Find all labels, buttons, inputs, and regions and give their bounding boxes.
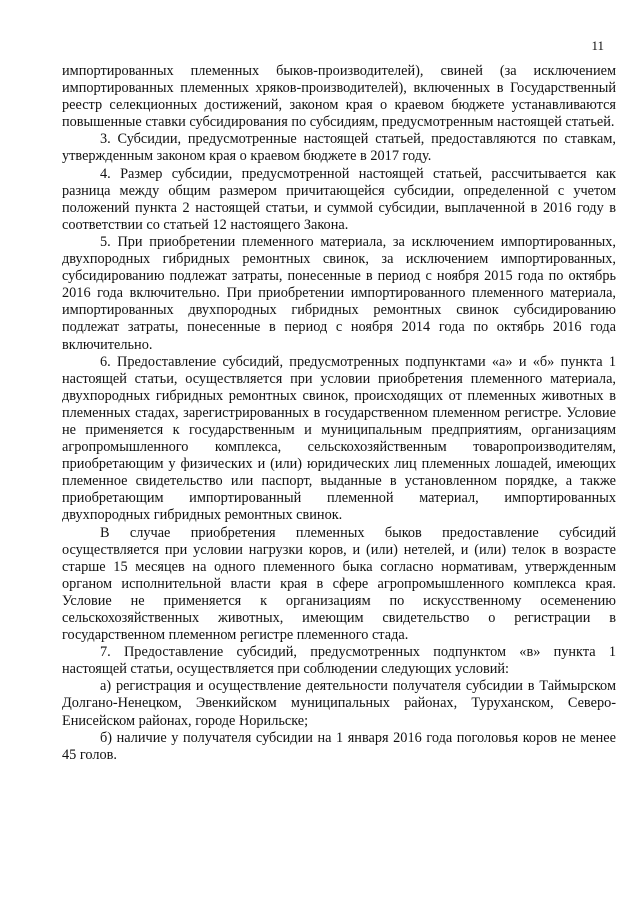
document-body [62,63,616,764]
paragraph-continuation: импортированных племенных быков-производителей), свиней (за исключением импортированных племенных хряков-производителей), включенных в Государственный реестр селекционных достижений, законом края о краевом бюджете устанавливаются повышенные ставки субсидирования по субсидиям, предусмотренным настоящей статьей. [62,63,616,131]
paragraph-7: 7. Предоставление субсидий, предусмотренных подпунктом «в» пункта 1 настоящей статьи, осуществляется при соблюдении следующих условий: [62,644,616,678]
paragraph-7b: б) наличие у получателя субсидии на 1 января 2016 года поголовья коров не менее 45 голов. [62,729,616,763]
paragraph-6: 6. Предоставление субсидий, предусмотренных подпунктами «а» и «б» пункта 1 настоящей статьи, осуществляется при условии приобретения племенного материала, двухпородных гибридных ремонтных свинок, происходящих от племенных животных в племенных стадах, зарегистрированных в государственном племенном регистре. Условие не применяется к государственным и муниципальным предприятиям, организациям агропромышленного комплекса, сельскохозяйственным товаропроизводителям, приобретающим у физических и (или) юридических лиц племенных лошадей, имеющих племенное свидетельство или паспорт, выданные в установленном порядке, а также приобретающим импортированный племенной материал, импортированных двухпородных гибридных ремонтных свинок. [62,353,616,524]
paragraph-3: 3. Субсидии, предусмотренные настоящей статьей, предоставляются по ставкам, утвержденным законом края о краевом бюджете в 2017 году. [62,131,616,165]
paragraph-4: 4. Размер субсидии, предусмотренной настоящей статьей, рассчитывается как разница между общим размером причитающейся субсидии, определенной с учетом положений пункта 2 настоящей статьи, и суммой субсидии, выплаченной в 2016 году в соответствии со статьей 12 настоящего Закона. [62,165,616,233]
paragraph-5: 5. При приобретении племенного материала, за исключением импортированных, двухпородных гибридных ремонтных свинок, за исключением импортированных, субсидированию подлежат затраты, понесенные в период с ноября 2015 года по октябрь 2016 года включительно. При приобретении импортированного племенного материала, импортированных двухпородных гибридных ремонтных свинок субсидированию подлежат затраты, понесенные в период с ноября 2014 года по октябрь 2016 года включительно. [62,233,616,353]
paragraph-7a: а) регистрация и осуществление деятельности получателя субсидии в Таймырском Долгано-Ненецком, Эвенкийском муниципальных районах, Туруханском, Северо-Енисейском районах, городе Норильске; [62,678,616,729]
paragraph-6-bulls: В случае приобретения племенных быков предоставление субсидий осуществляется при условии нагрузки коров, и (или) нетелей, и (или) телок в возрасте старше 15 месяцев на одного племенного быка согласно нормативам, утвержденным органом исполнительной власти края в сфере агропромышленного комплекса края. Условие не применяется к организациям по искусственному осеменению сельскохозяйственных животных, имеющим свидетельство о регистрации в государственном племенном регистре племенного стада. [62,524,616,644]
page-number: 11 [591,38,604,53]
